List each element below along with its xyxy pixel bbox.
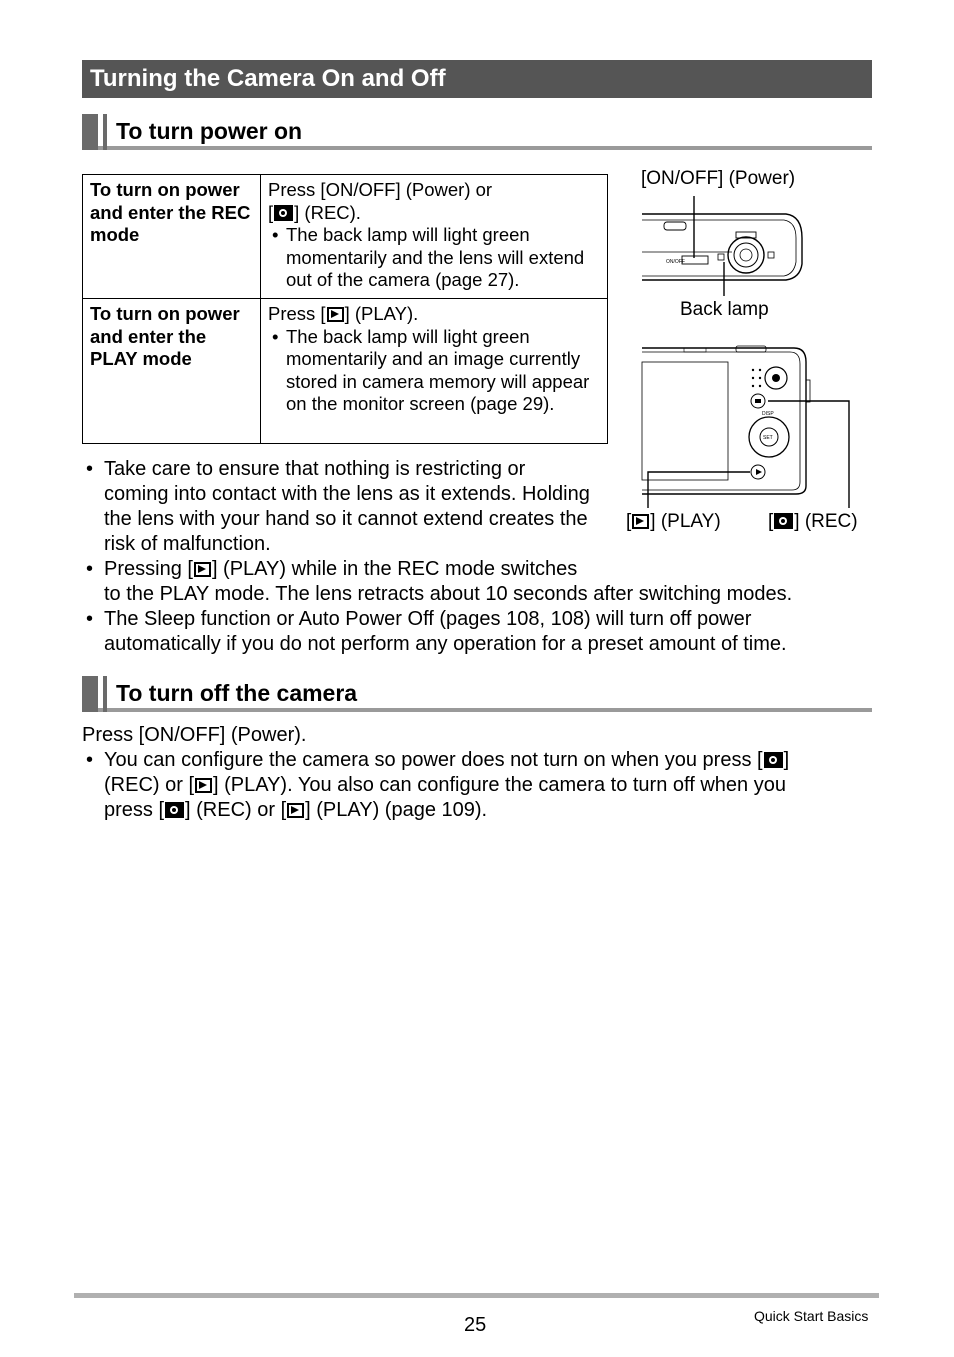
play-icon (327, 307, 344, 322)
table-row (83, 175, 608, 299)
play-bullet: • The back lamp will light green momentarily and an image currently stored in camera memory will appear on the monitor screen (page 29). (268, 326, 601, 416)
power-off-notes (82, 748, 862, 823)
page-title: Turning the Camera On and Off (82, 60, 872, 98)
label-back-lamp: Back lamp (680, 299, 769, 320)
camera-top-illustration (636, 192, 812, 300)
subheading-power-off-text: To turn off the camera (116, 680, 358, 706)
label-rec: [ ] (REC) (768, 511, 858, 532)
power-off-press: Press [ON/OFF] (Power). (82, 724, 307, 746)
list-item: • You can configure the camera so power does not turn on when you press [ ] (REC) or [ ] (PLAY). You also can configure the camera to turn off when you press [ ] (REC) or [ ] (PLAY) (page 109). (86, 749, 790, 821)
heading-marker (82, 114, 110, 150)
camera-icon (274, 205, 293, 221)
list-item: • The Sleep function or Auto Power Off (pages 108, 108) will turn off power automatically if you do not perform any operation for a preset amount of time. (86, 608, 787, 655)
play-mode-label: To turn on power and enter the PLAY mode (83, 298, 261, 443)
play-icon (195, 778, 212, 793)
subheading-power-on-text: To turn power on (116, 118, 303, 144)
set-text: SET (763, 435, 773, 441)
subheading-power-on (82, 114, 872, 150)
footer-section: Quick Start Basics (754, 1308, 869, 1324)
play-icon (287, 803, 304, 818)
rec-press-line2: [ ] (REC). (268, 201, 361, 223)
play-mode-desc (261, 298, 608, 443)
rec-press-line1: Press [ON/OFF] (Power) or (268, 179, 493, 200)
play-press-line: Press [ ] (PLAY). (268, 302, 419, 324)
list-item: • Pressing [ ] (PLAY) while in the REC mode switches to the PLAY mode. The lens retracts about 10 seconds after switching modes. (86, 558, 793, 605)
rec-mode-label: To turn on power and enter the REC mode (83, 175, 261, 299)
rec-mode-desc (261, 175, 608, 299)
camera-icon (764, 752, 783, 768)
power-on-notes (82, 457, 862, 657)
play-icon (194, 562, 211, 577)
label-onoff-power: [ON/OFF] (Power) (641, 168, 796, 189)
camera-icon (165, 802, 184, 818)
disp-text: DISP (762, 411, 774, 417)
subheading-power-off (82, 676, 872, 712)
heading-marker (82, 676, 110, 712)
page-number: 25 (464, 1314, 487, 1336)
top-switch-text: ON/OFF (666, 259, 685, 265)
rec-bullet: • The back lamp will light green momentarily and the lens will extend out of the camera (page 27). (268, 224, 601, 292)
footer-divider (74, 1293, 879, 1298)
power-on-table (82, 174, 608, 444)
list-item: • Take care to ensure that nothing is restricting or coming into contact with the lens as it extends. Holding the lens with your hand so it cannot extend creates the risk of malfunction. (86, 458, 590, 555)
label-play: [ ] (PLAY) (626, 511, 721, 532)
table-row (83, 298, 608, 443)
